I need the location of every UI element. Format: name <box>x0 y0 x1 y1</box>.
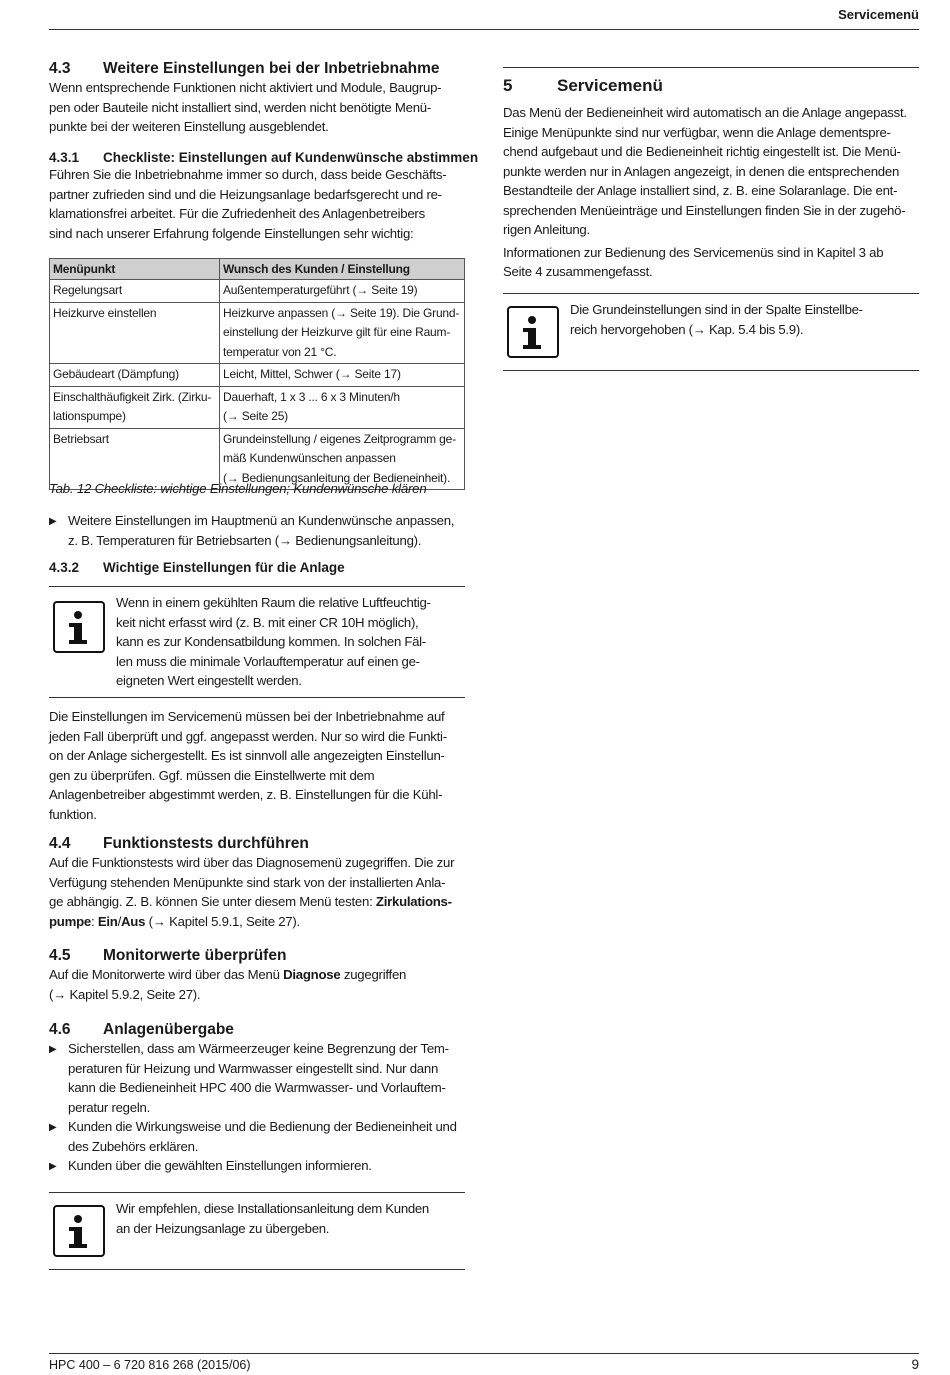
text-line: ge abhängig. Z. B. können Sie unter diesem Menü testen: Zirkulations- <box>49 894 452 909</box>
section-4-6 <box>49 1021 469 1177</box>
info-note <box>49 586 465 698</box>
info-icon <box>53 1205 105 1257</box>
text-line: Auf die Funktionstests wird über das Diagnosemenü zugegriffen. Die zur <box>49 855 455 870</box>
info-note <box>503 293 919 371</box>
heading-4-6 <box>49 1021 469 1039</box>
paragraph <box>503 243 923 282</box>
text-line: pen oder Bauteile nicht installiert sind, werden nicht benötigte Menü- <box>49 99 432 115</box>
text-line: klamationsfrei arbeitet. Für die Zufriedenheit des Anlagenbetreibers <box>49 206 425 221</box>
text-line: Seite 4 zusammengefasst. <box>503 264 653 279</box>
heading-number: 4.3.2 <box>49 560 80 575</box>
text-line: partner zufrieden sind und die Heizungsanlage bedarfsgerecht und re- <box>49 186 442 202</box>
heading-title: Anlagenübergabe <box>103 1021 234 1038</box>
table-cell: Gebäudeart (Dämpfung) <box>50 364 220 387</box>
text-line: peratur regeln. <box>68 1099 151 1115</box>
section-4-4 <box>49 835 469 931</box>
text-line: kann es zur Kondensatbildung kommen. In solchen Fäl- <box>116 634 426 649</box>
heading-title: Monitorwerte überprüfen <box>103 947 287 964</box>
heading-number: 4.3 <box>49 60 71 77</box>
checklist-table-wrap <box>49 258 465 490</box>
header-rule <box>49 29 919 30</box>
table-cell: Betriebsart <box>50 428 220 490</box>
text-line: Auf die Monitorwerte wird über das Menü Diagnose zugegriffen <box>49 967 407 982</box>
heading-title: Funktionstests durchführen <box>103 835 309 852</box>
table-caption: Tab. 12 Checkliste: wichtige Einstellungen; Kundenwünsche klären <box>49 481 427 496</box>
info-note <box>49 1192 465 1270</box>
bullet-triangle-icon: ▶ <box>49 1044 57 1055</box>
bullet-item <box>49 1156 469 1177</box>
heading-4-3-1 <box>49 150 479 165</box>
text-line: Das Menü der Bedieneinheit wird automatisch an die Anlage angepasst. <box>503 105 907 120</box>
text-line: Wenn entsprechende Funktionen nicht aktiviert und Module, Baugrup- <box>49 80 442 95</box>
text-line: kann die Bedieneinheit HPC 400 die Warmwasser- und Vorlauftem- <box>68 1080 446 1095</box>
section-4-3-2 <box>49 560 465 575</box>
paragraph <box>49 707 469 824</box>
heading-number: 4.5 <box>49 947 71 964</box>
table-row <box>50 302 465 364</box>
table-cell: Leicht, Mittel, Schwer (→ Seite 17) <box>220 364 465 387</box>
section-4-5 <box>49 947 469 1004</box>
text-line: len muss die minimale Vorlauftemperatur auf einen ge- <box>116 653 420 669</box>
text-line: peraturen für Heizung und Warmwasser eingestellt sind. Nur dann <box>68 1060 439 1076</box>
heading-title: Weitere Einstellungen bei der Inbetriebnahme <box>103 60 440 77</box>
heading-number: 4.3.1 <box>49 150 80 165</box>
text-line: keit nicht erfasst wird (z. B. mit einer CR 10H möglich), <box>116 614 419 630</box>
paragraph <box>49 78 465 137</box>
heading-number: 4.4 <box>49 835 71 852</box>
text-line: Informationen zur Bedienung des Servicemenüs sind in Kapitel 3 ab <box>503 244 884 260</box>
text-line: eigneten Wert eingestellt werden. <box>116 673 302 688</box>
text-line: z. B. Temperaturen für Betriebsarten (→ Bedienungsanleitung). <box>68 532 422 548</box>
text-line: an der Heizungsanlage zu übergeben. <box>116 1220 330 1236</box>
text-line: reich hervorgehoben (→ Kap. 5.4 bis 5.9). <box>570 321 804 337</box>
heading-title: Wichtige Einstellungen für die Anlage <box>103 560 345 575</box>
running-header: Servicemenü <box>838 7 919 22</box>
table-row <box>50 364 465 387</box>
text-line: Anlagenbetreiber abgestimmt werden, z. B. Einstellungen für die Kühl- <box>49 787 443 802</box>
heading-title: Checkliste: Einstellungen auf Kundenwünsche abstimmen <box>103 150 479 165</box>
text-line: gen zu überprüfen. Ggf. müssen die Einstellwerte mit dem <box>49 767 375 783</box>
text-line: jeden Fall überprüft und ggf. angepasst werden. Nur so wird die Funkti- <box>49 728 447 744</box>
heading-title: Servicemenü <box>557 76 663 95</box>
table-cell: Einschalthäufigkeit Zirk. (Zirku- lationspumpe) <box>50 386 220 428</box>
bullet-triangle-icon: ▶ <box>49 516 57 527</box>
paragraph <box>49 853 469 931</box>
text-line: Bestandteile der Anlage installiert sind, z. B. eine Solaranlage. Die ent- <box>503 183 898 198</box>
text-line: Die Einstellungen im Servicemenü müssen bei der Inbetriebnahme auf <box>49 709 445 724</box>
text-line: des Zubehörs erklären. <box>68 1138 199 1154</box>
heading-4-3-2 <box>49 560 465 575</box>
heading-number: 5 <box>503 76 513 95</box>
paragraph <box>49 965 469 1004</box>
bullet-triangle-icon: ▶ <box>49 1161 57 1172</box>
table-cell: Heizkurve anpassen (→ Seite 19). Die Grund- einstellung der Heizkurve gilt für eine Raum- temperatur von 21 °C. <box>220 302 465 364</box>
note-text <box>116 593 431 697</box>
text-line: on der Anlage sichergestellt. Es ist sinnvoll alle angezeigten Einstellun- <box>49 748 445 763</box>
info-icon <box>507 306 559 358</box>
text-line: Einige Menüpunkte sind nur verfügbar, wenn die Anlage dementspre- <box>503 124 891 140</box>
text-line: punkte werden nur in Anlagen angezeigt, in denen die entsprechenden <box>503 163 900 179</box>
heading-4-5 <box>49 947 469 965</box>
paragraph <box>49 165 469 243</box>
column-header: Wunsch des Kunden / Einstellung <box>220 259 465 280</box>
column-header: Menüpunkt <box>50 259 220 280</box>
table-cell: Dauerhaft, 1 x 3 ... 6 x 3 Minuten/h (→ Seite 25) <box>220 386 465 428</box>
checklist-table <box>49 258 465 490</box>
text-line: Sicherstellen, dass am Wärmeerzeuger keine Begrenzung der Tem- <box>68 1041 449 1056</box>
text-line: Verfügung stehenden Menüpunkte sind stark von der installierten Anla- <box>49 874 446 890</box>
paragraph <box>503 103 923 240</box>
footer-rule <box>49 1353 919 1354</box>
text-line: pumpe: Ein/Aus (→ Kapitel 5.9.1, Seite 27). <box>49 913 300 929</box>
bullet-item <box>49 1117 469 1156</box>
table-cell: Heizkurve einstellen <box>50 302 220 364</box>
table-row <box>50 386 465 428</box>
text-line: Kunden über die gewählten Einstellungen informieren. <box>68 1158 372 1173</box>
section-5 <box>503 76 923 282</box>
chapter-rule <box>503 67 919 68</box>
text-line: Kunden die Wirkungsweise und die Bedienung der Bedieneinheit und <box>68 1119 457 1134</box>
bullet-item <box>49 511 469 550</box>
table-cell: Regelungsart <box>50 280 220 303</box>
bullet-triangle-icon: ▶ <box>49 1122 57 1133</box>
table-row <box>50 280 465 303</box>
note-text <box>116 1199 429 1269</box>
bullet-item <box>49 1039 469 1117</box>
text-line: sind nach unserer Erfahrung folgende Einstellungen sehr wichtig: <box>49 225 414 241</box>
text-line: funktion. <box>49 806 97 822</box>
text-line: Führen Sie die Inbetriebnahme immer so durch, dass beide Geschäfts- <box>49 167 447 182</box>
heading-5 <box>503 76 923 96</box>
page-number: 9 <box>911 1357 919 1372</box>
text-line: Weitere Einstellungen im Hauptmenü an Kundenwünsche anpassen, <box>68 513 455 528</box>
section-4-3 <box>49 60 465 137</box>
text-line: sprechenden Menüeinträge und Einstellungen finden Sie in der zugehö- <box>503 202 906 218</box>
text-line: punkte bei der weiteren Einstellung ausgeblendet. <box>49 119 329 134</box>
heading-4-4 <box>49 835 469 853</box>
table-header-row <box>50 259 465 280</box>
text-line: rigen Anleitung. <box>503 222 590 237</box>
footer-document-id: HPC 400 – 6 720 816 268 (2015/06) <box>49 1358 251 1372</box>
text-line: chend aufgebaut und die Bedieneinheit richtig eingestellt ist. Die Menü- <box>503 144 901 159</box>
text-line: Die Grundeinstellungen sind in der Spalte Einstellbe- <box>570 302 863 317</box>
note-text <box>570 300 863 370</box>
text-line: (→ Kapitel 5.9.2, Seite 27). <box>49 986 201 1002</box>
table-cell: Außentemperaturgeführt (→ Seite 19) <box>220 280 465 303</box>
info-icon <box>53 601 105 653</box>
section-4-3-1 <box>49 150 479 243</box>
heading-number: 4.6 <box>49 1021 71 1038</box>
text-line: Wenn in einem gekühlten Raum die relative Luftfeuchtig- <box>116 595 431 610</box>
heading-4-3 <box>49 60 465 78</box>
table-cell: Grundeinstellung / eigenes Zeitprogramm ge- mäß Kundenwünschen anpassen (→ Bedienungsanleitung der Bedieneinheit). <box>220 428 465 490</box>
text-line: Wir empfehlen, diese Installationsanleitung dem Kunden <box>116 1201 429 1216</box>
